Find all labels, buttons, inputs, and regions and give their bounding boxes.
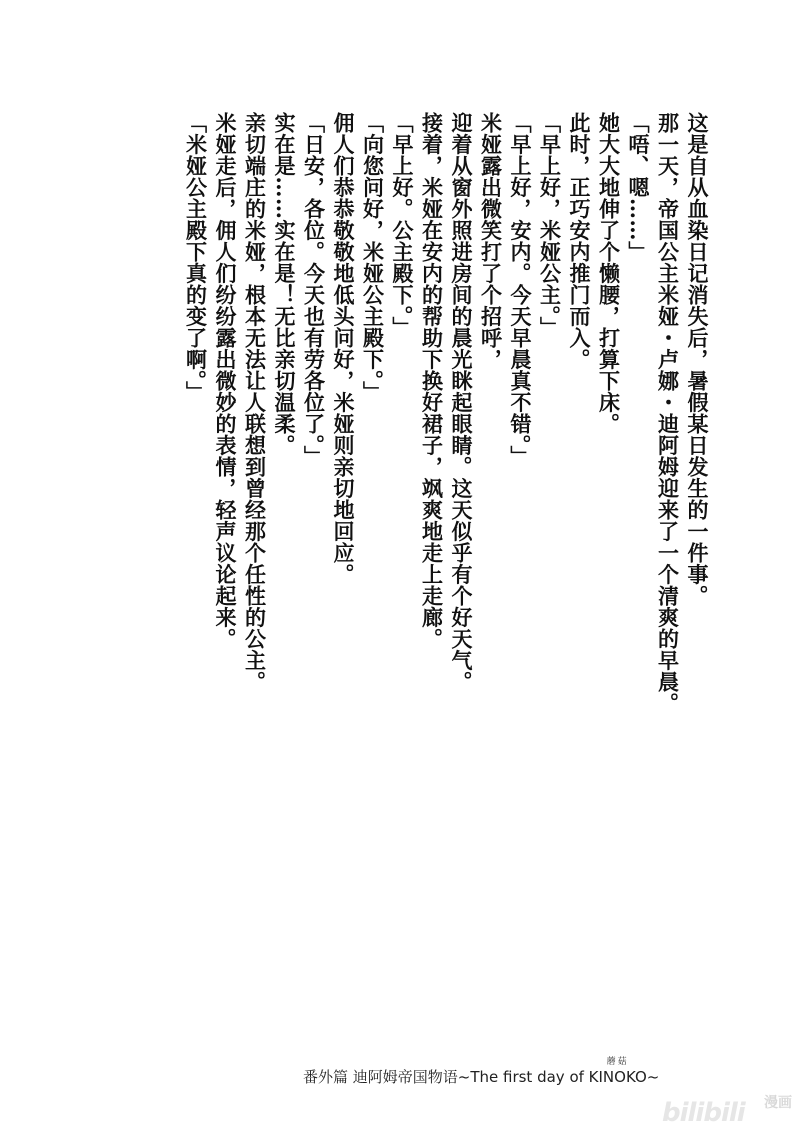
- text-line: 佣人们恭恭敬敬地低头问好，米娅则亲切地回应。: [331, 112, 356, 585]
- text-line: 此时，正巧安内推门而入。: [567, 112, 592, 370]
- text-line: 迎着从窗外照进房间的晨光眯起眼睛。这天似乎有个好天气。: [449, 112, 474, 693]
- kinoko-text: KINOKO: [588, 1068, 647, 1086]
- text-line: 接着，米娅在安内的帮助下换好裙子，飒爽地走上走廊。: [419, 112, 445, 650]
- text-line: 那一天，帝国公主米娅・卢娜・迪阿姆迎来了一个清爽的早晨。: [655, 112, 681, 714]
- text-line: 「向您问好，米娅公主殿下。」: [360, 112, 386, 403]
- text-line: 「日安，各位。今天也有劳各位了。」: [301, 112, 327, 467]
- vertical-text-body: [181, 112, 712, 714]
- text-line: 「米娅公主殿下真的变了啊。」: [183, 112, 209, 403]
- kinoko-ruby: 蘑菇: [606, 1057, 629, 1067]
- text-line: 「早上好。公主殿下。」: [390, 112, 415, 338]
- watermark: [662, 1096, 792, 1130]
- page-footer: [303, 1057, 660, 1087]
- text-line: 实在是……实在是！无比亲切温柔。: [272, 112, 297, 456]
- text-line: 米娅走后，佣人们纷纷露出微妙的表情，轻声议论起来。: [213, 112, 238, 650]
- text-line: 「早上好，安内。今天早晨真不错。」: [508, 112, 533, 467]
- footer-title: 番外篇 迪阿姆帝国物语~The first day of: [303, 1068, 589, 1086]
- text-line: 她大大地伸了个懒腰，打算下床。: [596, 112, 622, 435]
- text-line: 这是自从血染日记消失后，暑假某日发生的一件事。: [685, 112, 710, 607]
- bilibili-logo: bilibili: [662, 1098, 745, 1128]
- text-line: 米娅露出微笑打了个招呼，: [478, 112, 504, 370]
- text-line: 亲切端庄的米娅，根本无法让人联想到曾经那个任性的公主。: [242, 112, 268, 693]
- kinoko-word: [588, 1057, 647, 1086]
- footer-suffix: ~: [646, 1068, 660, 1086]
- text-line: 「早上好，米娅公主。」: [537, 112, 563, 338]
- watermark-brand: 漫画: [764, 1095, 792, 1111]
- text-line: 「唔、嗯……」: [626, 112, 651, 263]
